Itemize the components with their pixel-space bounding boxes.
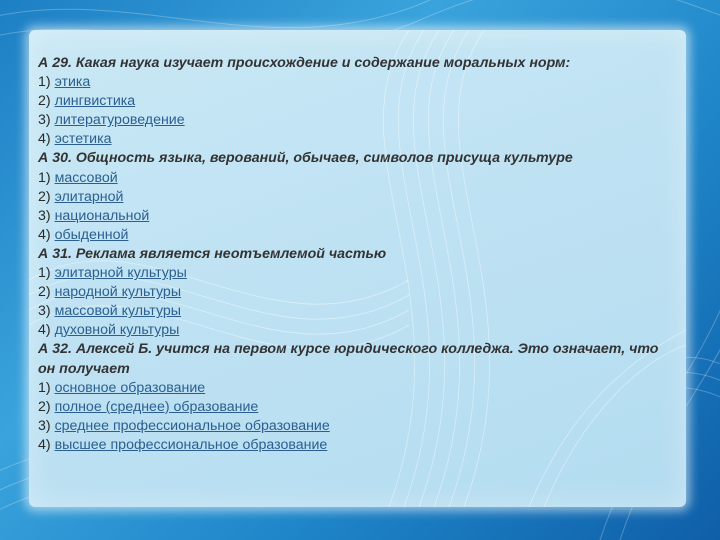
option-number: 1) bbox=[38, 169, 55, 186]
option-number: 2) bbox=[38, 188, 55, 205]
question-text: А 29. Какая наука изучает происхождение и содержание моральных норм: bbox=[38, 55, 571, 71]
option-number: 1) bbox=[38, 265, 55, 282]
option-number: 4) bbox=[38, 322, 55, 339]
answer-option bbox=[38, 379, 678, 398]
quiz-content bbox=[38, 54, 678, 455]
question-text: А 31. Реклама является неотъемлемой частью bbox=[38, 245, 387, 262]
answer-option bbox=[38, 169, 678, 188]
answer-link[interactable]: массовой bbox=[54, 169, 118, 186]
answer-option bbox=[38, 436, 678, 455]
answer-link[interactable]: обыденной bbox=[54, 226, 129, 243]
answer-link[interactable]: народной культуры bbox=[54, 284, 182, 301]
answer-option bbox=[38, 398, 678, 417]
answer-option bbox=[38, 226, 678, 245]
question-text: А 30. Общность языка, верований, обычаев, символов присуща культуре bbox=[38, 150, 573, 167]
answer-link[interactable]: национальной bbox=[54, 207, 150, 224]
answer-link[interactable]: среднее профессиональное образование bbox=[54, 417, 330, 434]
answer-link[interactable]: этика bbox=[54, 74, 91, 91]
answer-link[interactable]: элитарной bbox=[54, 188, 124, 205]
option-number: 3) bbox=[38, 303, 55, 320]
content-panel bbox=[29, 30, 686, 507]
answer-link[interactable]: литературоведение bbox=[54, 112, 185, 129]
answer-link[interactable]: элитарной культуры bbox=[54, 265, 187, 282]
answer-link[interactable]: полное (среднее) образование bbox=[54, 398, 259, 415]
option-number: 1) bbox=[38, 74, 55, 91]
answer-link[interactable]: духовной культуры bbox=[54, 322, 180, 339]
answer-option bbox=[38, 130, 678, 149]
answer-option bbox=[38, 92, 678, 111]
option-number: 2) bbox=[38, 398, 55, 415]
answer-link[interactable]: основное образование bbox=[54, 379, 206, 396]
option-number: 1) bbox=[38, 379, 55, 396]
answer-option bbox=[38, 264, 678, 283]
answer-option bbox=[38, 302, 678, 321]
option-number: 2) bbox=[38, 284, 55, 301]
answer-option bbox=[38, 207, 678, 226]
answer-link[interactable]: лингвистика bbox=[54, 93, 136, 110]
option-number: 4) bbox=[38, 436, 55, 453]
answer-link[interactable]: высшее профессиональное образование bbox=[54, 436, 328, 453]
option-number: 4) bbox=[38, 131, 55, 148]
answer-option bbox=[38, 417, 678, 436]
option-number: 3) bbox=[38, 207, 55, 224]
option-number: 3) bbox=[38, 417, 55, 434]
option-number: 3) bbox=[38, 112, 55, 129]
question-text: А 32. Алексей Б. учится на первом курсе юридического колледжа. Это означает, что он получает bbox=[38, 341, 659, 377]
option-number: 4) bbox=[38, 226, 55, 243]
option-number: 2) bbox=[38, 93, 55, 110]
answer-option bbox=[38, 283, 678, 302]
answer-option bbox=[38, 111, 678, 130]
answer-link[interactable]: массовой культуры bbox=[54, 303, 181, 320]
answer-option bbox=[38, 321, 678, 340]
answer-option bbox=[38, 188, 678, 207]
answer-link[interactable]: эстетика bbox=[54, 131, 112, 148]
answer-option bbox=[38, 73, 678, 92]
